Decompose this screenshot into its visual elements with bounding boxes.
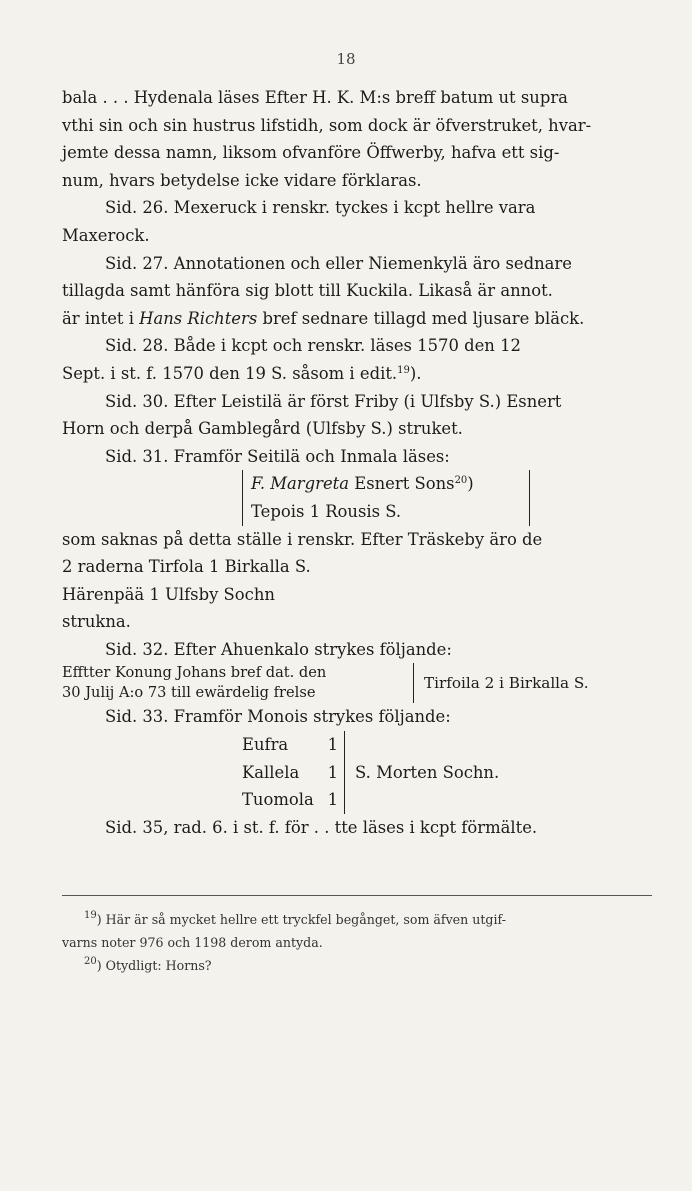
footnote-ref: 19: [397, 364, 410, 376]
text-run: bref sednare tillagd med ljusare bläck.: [257, 308, 585, 328]
bracketed-entry: [62, 663, 652, 703]
footnote-divider: [62, 895, 652, 896]
note-sid-28: Sid. 28. Både i kcpt och renskr. läses 1570 den 12: [105, 336, 521, 356]
footnote-19-cont: varns noter 976 och 1198 derom antyda.: [62, 935, 323, 950]
footnote-number: 19: [84, 910, 97, 921]
note-sid-27: Sid. 27. Annotationen och eller Niemenkylä äro sednare: [105, 253, 572, 273]
place-count: 1: [327, 735, 338, 755]
list-item: [242, 759, 338, 787]
text-run: ).: [409, 363, 422, 383]
list-item: [242, 731, 338, 759]
bracketed-entry: [242, 470, 530, 525]
paragraph-line: num, hvars betydelse icke vidare förklaras.: [62, 170, 422, 190]
bracket-left: [242, 731, 345, 814]
document-body: [62, 84, 652, 841]
bracket-line: Efftter Konung Johans bref dat. den: [62, 664, 327, 682]
note-sid-26-cont: Maxerock.: [62, 225, 150, 245]
text-run: Esnert Sons: [349, 474, 455, 494]
paragraph-line: 2 raderna Tirfola 1 Birkalla S.: [62, 557, 311, 577]
footnote-text: ) Otydligt: Horns?: [96, 958, 212, 973]
footnote-19: [62, 908, 652, 931]
text-run: Sept. i st. f. 1570 den 19 S. såsom i edit.: [62, 363, 398, 383]
note-sid-26: Sid. 26. Mexeruck i renskr. tyckes i kcpt hellre vara: [105, 198, 536, 218]
italic-name: Hans Richters: [139, 308, 258, 328]
paragraph-line: jemte dessa namn, liksom ofvanföre Öffwerby, hafva ett sig-: [62, 143, 560, 163]
footnote-ref: 20: [454, 475, 468, 487]
place-name: Kallela: [242, 762, 300, 782]
bracket-line: Tepois 1 Rousis S.: [251, 501, 402, 521]
note-sid-35: Sid. 35, rad. 6. i st. f. för . . tte läses i kcpt förmälte.: [105, 817, 538, 837]
paragraph-line: [62, 360, 652, 388]
note-sid-31: Sid. 31. Framför Seitilä och Inmala läses:: [105, 446, 450, 466]
place-count: 1: [327, 762, 338, 782]
paragraph-line: vthi sin och sin hustrus lifstidh, som dock är öfverstruket, hvar-: [62, 115, 592, 135]
page-number: 18: [336, 50, 356, 68]
place-name: Tuomola: [242, 790, 314, 810]
paragraph-line: bala . . . Hydenala läses Efter H. K. M:s breff batum ut supra: [62, 88, 568, 107]
footnote-text: ) Här är så mycket hellre ett tryckfel begånget, som äfven utgif-: [96, 912, 506, 927]
italic-name: F. Margreta: [251, 474, 350, 494]
paragraph-line: tillagda samt hänföra sig blott till Kuckila. Likaså är annot.: [62, 281, 553, 301]
bracket-left: [62, 663, 414, 703]
bracket-right: Tirfoila 2 i Birkalla S.: [424, 673, 589, 692]
place-name: Eufra: [242, 735, 289, 755]
paragraph-line: som saknas på detta ställe i renskr. Efter Träskeby äro de: [62, 529, 543, 549]
paragraph-line: Horn och derpå Gamblegård (Ulfsby S.) struket.: [62, 419, 463, 439]
footnote-number: 20: [84, 956, 97, 967]
note-sid-33: Sid. 33. Framför Monois strykes följande:: [105, 707, 451, 727]
text-run: ): [467, 474, 474, 494]
paragraph-line: strukna.: [62, 612, 131, 632]
list-item: [242, 786, 338, 814]
bracket-line: [251, 470, 521, 498]
place-count: 1: [327, 790, 338, 810]
paragraph-line: [62, 305, 652, 333]
note-sid-30: Sid. 30. Efter Leistilä är först Friby (i Ulfsby S.) Esnert: [105, 391, 562, 411]
footnotes: [62, 908, 652, 977]
note-sid-32: Sid. 32. Efter Ahuenkalo strykes följande:: [105, 639, 452, 659]
text-run: är intet i: [62, 308, 140, 328]
bracketed-list: [242, 731, 652, 814]
paragraph-line: Härenpää 1 Ulfsby Sochn: [62, 584, 275, 604]
footnote-20: [62, 954, 652, 977]
bracket-line: 30 Julij A:o 73 till ewärdelig frelse: [62, 684, 316, 702]
bracket-right: S. Morten Sochn.: [355, 762, 500, 782]
